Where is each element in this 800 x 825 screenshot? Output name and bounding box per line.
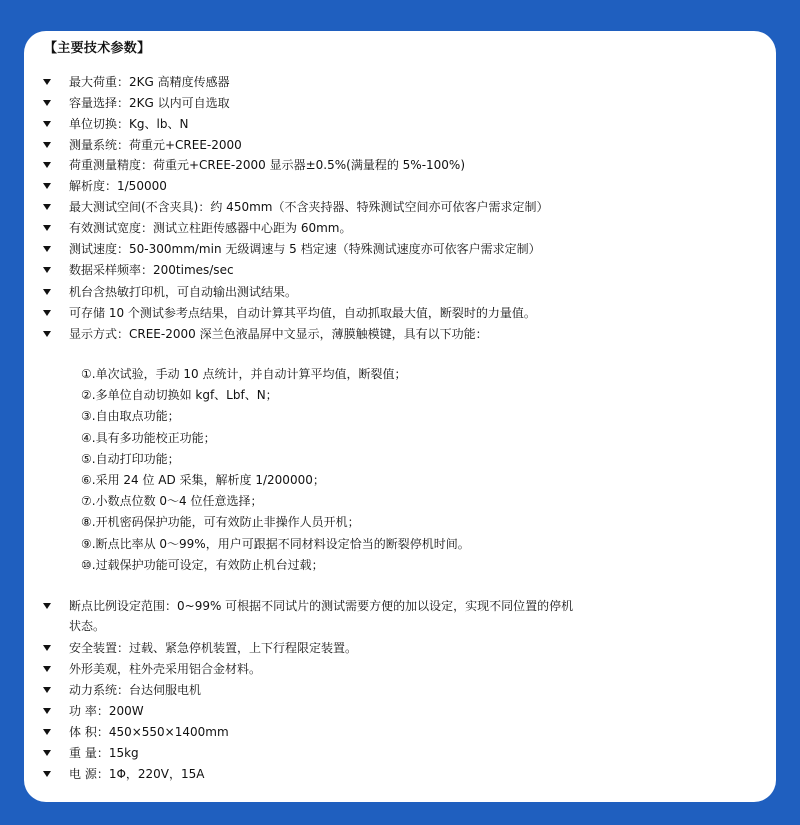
function-item: ④.具有多功能校正功能； — [81, 431, 216, 445]
triangle-bullet-icon — [43, 142, 51, 148]
function-item: ⑦.小数点位数 0～4 位任意选择； — [81, 494, 263, 508]
triangle-bullet-icon — [43, 267, 51, 273]
triangle-bullet-icon — [43, 162, 51, 168]
triangle-bullet-icon — [43, 645, 51, 651]
triangle-bullet-icon — [43, 79, 51, 85]
triangle-bullet-icon — [43, 603, 51, 609]
triangle-bullet-icon — [43, 204, 51, 210]
function-item: ⑤.自动打印功能； — [81, 452, 180, 466]
triangle-bullet-icon — [43, 666, 51, 672]
triangle-bullet-icon — [43, 289, 51, 295]
spec-card: 【主要技术参数】 最大荷重：2KG 高精度传感器 容量选择：2KG 以内可自选取 单位切换：Kg、lb、N 测量系统：荷重元+CREE-2000 荷重测量精度：荷重元+CREE-2000 显示器±0.5%(满量程的 5%-100%) 解析度：1/50000 最大测试空间(不含夹具)：约 450mm（不含夹持器、特殊测试空间亦可依客户需求定制） 有效测试宽度：测试立柱距传感器中心距为 60mm。 测试速度：50-300mm/min 无级调速与 5 档定速（特殊测试速度亦可依客户需求定制） 数据采样频率：200times/sec 机台含热敏打印机，可自动输出测试结果。 可存储 10 个测试参考点结果，自动计算其平均值，自动抓取最大值，断裂时的力量值。 显示方式：CREE-2000 深兰色液晶屏中文显示，薄膜触模键，具有以下功能： ①.单次试验，手动 10 点统计，并自动计算平均值，断裂值； ②.多单位自动切换如 kgf、Lbf、N； ③.自由取点功能； ④.具有多功能校正功能； ⑤.自动打印功能； ⑥.采用 24 位 AD 采集，解析度 1/200000； ⑦.小数点位数 0～4 位任意选择； ⑧.开机密码保护功能，可有效防止非操作人员开机； ⑨.断点比率从 0～99%，用户可跟据不同材料设定恰当的断裂停机时间。 ⑩.过载保护功能可设定，有效防止机台过载； 断点比例设定范围：0~99% 可根据不同试片的测试需要方便的加以设定，实现不同位置的停机 状态。 安全装置：过载、紧急停机装置，上下行程限定装置。 外形美观，柱外壳采用铝合金材料。 动力系统：台达伺服电机 功 率：200W 体 积：450×550×1400mm 重 量：15kg 电 源：1Φ，220V，15A — [24, 31, 776, 802]
function-item: ①.单次试验，手动 10 点统计，并自动计算平均值，断裂值； — [81, 367, 407, 381]
triangle-bullet-icon — [43, 687, 51, 693]
triangle-bullet-icon — [43, 100, 51, 106]
triangle-bullet-icon — [43, 183, 51, 189]
spec-item-continuation: 状态。 — [69, 619, 106, 633]
triangle-bullet-icon — [43, 708, 51, 714]
function-item: ⑨.断点比率从 0～99%，用户可跟据不同材料设定恰当的断裂停机时间。 — [81, 537, 470, 551]
triangle-bullet-icon — [43, 771, 51, 777]
triangle-bullet-icon — [43, 750, 51, 756]
section-heading: 【主要技术参数】 — [44, 41, 151, 56]
function-item: ⑧.开机密码保护功能，可有效防止非操作人员开机； — [81, 515, 360, 529]
triangle-bullet-icon — [43, 310, 51, 316]
triangle-bullet-icon — [43, 225, 51, 231]
function-item: ③.自由取点功能； — [81, 409, 180, 423]
function-item: ②.多单位自动切换如 kgf、Lbf、N； — [81, 388, 278, 402]
function-item: ⑩.过载保护功能可设定，有效防止机台过载； — [81, 558, 324, 572]
triangle-bullet-icon — [43, 729, 51, 735]
function-item: ⑥.采用 24 位 AD 采集，解析度 1/200000； — [81, 473, 325, 487]
triangle-bullet-icon — [43, 121, 51, 127]
triangle-bullet-icon — [43, 246, 51, 252]
triangle-bullet-icon — [43, 331, 51, 337]
